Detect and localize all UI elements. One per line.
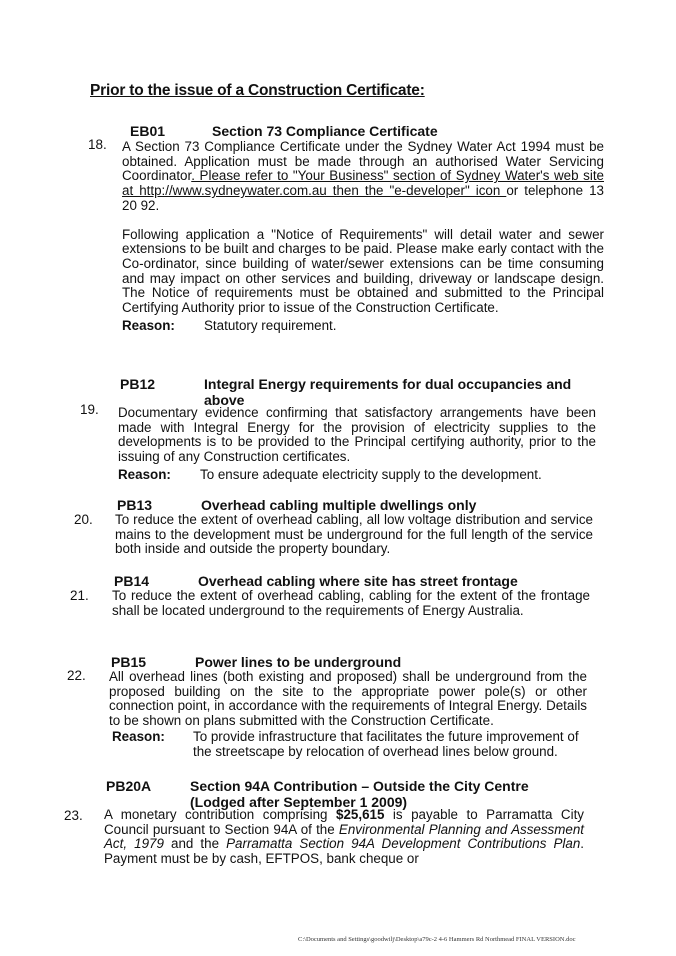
reason-text: Statutory requirement. (204, 317, 337, 333)
body-text: and the (163, 836, 227, 852)
file-path-footer: C:\Documents and Settings\goodwilj\Desktop\a79c-2 4-6 Hammers Rd Northmead FINAL VERSION.doc (298, 936, 576, 943)
condition-body: All overhead lines (both existing and proposed) shall be underground from the proposed building on the site to the appropriate power pole(s) or other connection point, in accordance with the requirements of Integral Energy. Details to be shown on plans submitted with the Construction Certificate. (109, 669, 587, 729)
condition-number: 19. (80, 402, 99, 417)
sydney-water-link[interactable]: . Please refer to "Your Business" section of Sydney Water's web site at http://www.sydneywater.com.au then the "e-developer" icon (122, 168, 604, 199)
condition-number: 23. (64, 808, 83, 823)
condition-title: Section 94A Contribution – Outside the City Centre (Lodged after September 1 2009) (190, 778, 529, 810)
condition-number: 22. (67, 668, 86, 683)
condition-number: 18. (88, 137, 107, 152)
condition-code: EB01 (130, 123, 166, 139)
section-heading: Prior to the issue of a Construction Certificate: (90, 82, 425, 99)
condition-23 (64, 778, 585, 867)
condition-header (109, 654, 587, 673)
paragraph: Following application a "Notice of Requirements" will detail water and sewer extensions to be built and charges to be paid. Please make early contact with the Co-ordinator, since building of water/sewer extensions can be time consuming and may impact on other services and building, driveway or landscape design. The Notice of requirements must be obtained and submitted to the Principal Certifying Authority prior to issue of the Construction Certificate. (122, 226, 604, 316)
condition-22 (67, 654, 587, 759)
body-text: or telephone 13 20 92. (122, 183, 604, 213)
condition-20 (74, 497, 593, 557)
reason-label: Reason: (122, 317, 175, 333)
body-text: A Section 73 Compliance Certificate under the Sydney Water Act 1994 must be obtained. Application must be made through an authorised Water Servicing Coordinator (122, 139, 604, 184)
condition-header (112, 573, 590, 592)
reason-row (109, 729, 587, 759)
condition-18 (88, 123, 604, 333)
condition-code: PB14 (114, 573, 150, 589)
condition-title: Integral Energy requirements for dual occupancies and above (204, 376, 572, 408)
condition-title: Overhead cabling multiple dwellings only (201, 497, 477, 513)
condition-body (122, 140, 604, 316)
condition-number: 21. (70, 588, 89, 603)
plan-title: Parramatta Section 94A Development Contributions Plan (226, 836, 581, 852)
condition-header (104, 778, 584, 812)
condition-title: Section 73 Compliance Certificate (212, 123, 438, 139)
condition-title: Power lines to be underground (195, 654, 402, 670)
condition-number: 20. (74, 512, 93, 527)
condition-code: PB12 (120, 376, 156, 392)
condition-body: To reduce the extent of overhead cabling, cabling for the extent of the frontage shall be located underground to the requirements of Energy Australia. (112, 588, 590, 618)
condition-header (118, 376, 596, 406)
condition-code: PB20A (106, 778, 152, 794)
condition-title: Overhead cabling where site has street frontage (198, 573, 518, 589)
reason-text: To ensure adequate electricity supply to the development. (200, 466, 542, 482)
condition-code: PB15 (111, 654, 147, 670)
contribution-amount: $25,615 (336, 807, 385, 822)
condition-code: PB13 (117, 497, 153, 513)
reason-row (118, 467, 596, 482)
condition-body: To reduce the extent of overhead cabling, all low voltage distribution and service mains to the development must be underground for the full length of the service both inside and outside the property boundary. (115, 512, 593, 557)
reason-text: To provide infrastructure that facilitates the future improvement of the streetscape by relocation of overhead lines below ground. (193, 728, 579, 759)
reason-row (122, 318, 604, 333)
body-text: A monetary contribution comprising (104, 807, 337, 822)
reason-label: Reason: (112, 728, 165, 744)
paragraph (122, 140, 604, 214)
body-text: is payable to Parramatta City Council pursuant to Section 94A of the (104, 807, 584, 837)
condition-body: Documentary evidence confirming that satisfactory arrangements have been made with Integral Energy for the provision of electricity supplies to the developments is to be provided to the Principal certifying authority, prior to the issuing of any Construction certificates. (118, 405, 596, 465)
reason-label: Reason: (118, 466, 171, 482)
condition-header (115, 497, 593, 516)
condition-21 (70, 573, 590, 618)
body-text: . Payment must be by cash, EFTPOS, bank cheque or (104, 836, 585, 867)
condition-header (122, 123, 604, 142)
condition-19 (80, 376, 596, 482)
condition-body (104, 808, 584, 867)
act-title: Environmental Planning and Assessment Act, 1979 (104, 821, 585, 852)
